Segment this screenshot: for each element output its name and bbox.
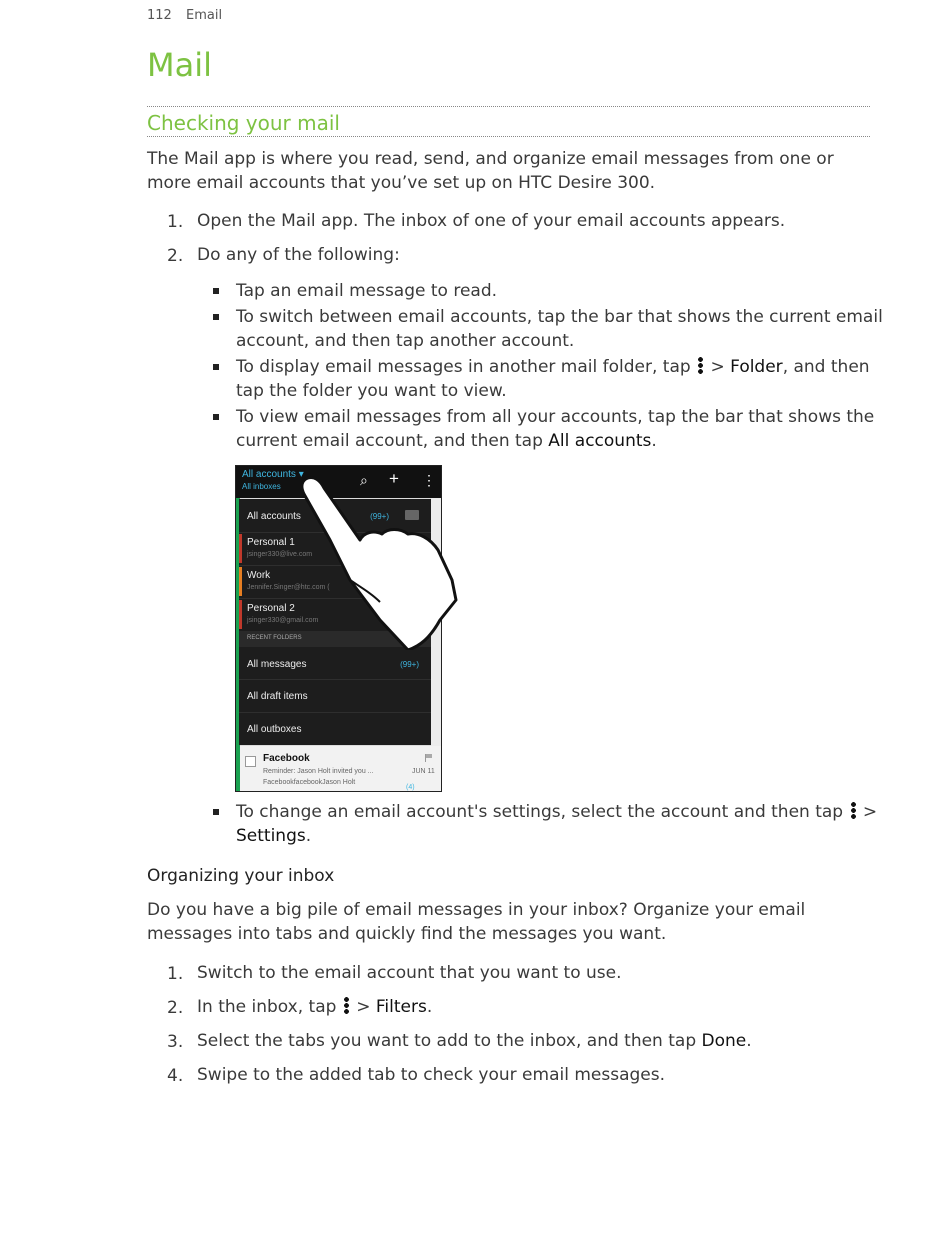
organize-intro: Do you have a big pile of email messages in your inbox? Organize your email: [147, 900, 806, 920]
account-color-stripe: [236, 746, 240, 792]
step-number: 3.: [167, 1032, 184, 1052]
step-text-part: In the inbox, tap: [197, 997, 337, 1017]
mail-date: JUN 11: [412, 768, 435, 775]
mail-subject: Reminder: Jason Holt invited you ...: [263, 768, 374, 775]
bullet-text-part: , and then: [782, 357, 870, 377]
account-color-stripe: [239, 534, 242, 563]
page-title: Mail: [147, 46, 212, 84]
dropdown-item-sub: jsinger330@gmail.com: [247, 617, 319, 624]
step-number: 2.: [167, 998, 184, 1018]
divider-top: [147, 106, 870, 107]
step-text-part: .: [746, 1031, 752, 1051]
mail-preview: FacebookfacebookJason Holt: [263, 779, 356, 786]
bullet-text: tap the folder you want to view.: [236, 381, 507, 401]
step-text: Switch to the email account that you want to use.: [197, 963, 622, 983]
account-color-stripe: [239, 600, 242, 629]
unread-count: (99+): [370, 512, 389, 521]
flag-icon: [425, 754, 433, 762]
dropdown-item: [239, 647, 431, 680]
dropdown-item-label: All messages: [247, 659, 307, 670]
separator: >: [862, 802, 878, 822]
mail-sender: Facebook: [263, 753, 310, 764]
step-text-part: Select the tabs you want to add to the inbox, and then tap: [197, 1031, 697, 1051]
separator: >: [710, 357, 725, 377]
dropdown-item-label: Personal 2: [247, 603, 295, 614]
bullet-text: To view email messages from all your accounts, tap the bar that shows the: [236, 407, 875, 427]
intro-paragraph: The Mail app is where you read, send, and organize email messages from one or more email accounts that you’ve set up on HTC Desire 300.: [147, 149, 834, 193]
section-label: RECENT FOLDERS: [247, 635, 302, 641]
account-selector: All accounts ▾: [242, 469, 304, 480]
step-number: 1.: [167, 212, 184, 232]
dropdown-item-sub: jsinger330@live.com: [247, 551, 313, 558]
unread-count: (99+): [400, 660, 419, 669]
more-vert-icon: [851, 802, 856, 820]
account-sub: All inboxes: [242, 482, 281, 491]
separator: >: [356, 997, 371, 1017]
account-color-stripe: [239, 567, 242, 596]
bullet-marker: [213, 364, 219, 370]
dropdown-item-label: Personal 1: [247, 537, 295, 548]
step-number: 2.: [167, 246, 184, 266]
dropdown-item-label: Work: [247, 570, 271, 581]
dropdown-item-sub: Jennifer.Singer@htc.com (: [247, 584, 330, 591]
account-label: All accounts: [242, 469, 296, 480]
step-text: [197, 1029, 752, 1053]
ui-term-folder: Folder: [730, 357, 783, 377]
plus-icon: +: [389, 469, 399, 488]
divider-bottom: [147, 136, 870, 137]
more-vert-icon: [344, 997, 349, 1015]
bullet-text-part: .: [305, 826, 312, 846]
step-text: [197, 995, 432, 1019]
bullet-text: Tap an email message to read.: [236, 281, 498, 301]
dropdown-item-label: All draft items: [247, 691, 308, 702]
bullet-text: [236, 800, 877, 824]
step-text: Open the Mail app. The inbox of one of your email accounts appears.: [197, 211, 786, 231]
step-text: Do any of the following:: [197, 245, 400, 265]
step-text: Swipe to the added tab to check your email messages.: [197, 1065, 665, 1085]
bullet-text-part: To display email messages in another mail folder, tap: [236, 357, 691, 377]
search-icon: ⌕: [360, 472, 368, 488]
running-header: Email: [186, 8, 223, 23]
bullet-text: [236, 355, 870, 379]
checkbox: [245, 756, 256, 767]
thread-count: (4): [406, 784, 415, 791]
ui-term-all-accounts: All accounts: [548, 431, 652, 451]
bullet-marker: [213, 809, 219, 815]
ui-term-filters: Filters: [375, 997, 427, 1017]
dropdown-item-label: All outboxes: [247, 724, 302, 735]
ui-term-settings: Settings: [236, 826, 306, 846]
bullet-text: To switch between email accounts, tap the bar that shows the current email: [236, 307, 883, 327]
bullet-marker: [213, 314, 219, 320]
more-vert-icon: ⋮: [422, 472, 436, 488]
bullet-marker: [213, 288, 219, 294]
subheading: Organizing your inbox: [147, 866, 335, 886]
hand-pointer-illustration: [290, 470, 460, 650]
step-number: 4.: [167, 1066, 184, 1086]
step-number: 1.: [167, 964, 184, 984]
bullet-text-part: To change an email account's settings, select the account and then tap: [236, 802, 844, 822]
ui-term-done: Done: [701, 1031, 747, 1051]
dropdown-item: [239, 712, 431, 745]
page-number: 112: [147, 8, 172, 23]
bullet-text: [236, 429, 657, 453]
bullet-text: account, and then tap another account.: [236, 331, 575, 351]
bullet-text-part: current email account, and then tap: [236, 431, 543, 451]
section-heading: Checking your mail: [147, 111, 340, 135]
dropdown-item: [239, 679, 431, 713]
bullet-text: [236, 824, 311, 848]
organize-intro: messages into tabs and quickly find the messages you want.: [147, 924, 667, 944]
more-vert-icon: [698, 357, 703, 375]
step-text-part: .: [426, 997, 433, 1017]
dropdown-item-label: All accounts: [247, 511, 301, 522]
bullet-marker: [213, 414, 219, 420]
bullet-text-part: .: [651, 431, 657, 451]
